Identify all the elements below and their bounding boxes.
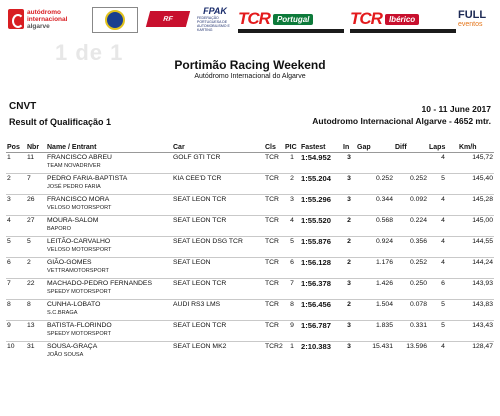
cell-nbr: 22 [26,279,46,300]
page-watermark: 1 de 1 [55,40,124,65]
col-in: In [342,142,356,153]
cell-pos: 4 [6,216,26,237]
cell-name-entrant [46,153,172,174]
cell-diff: 0.224 [394,216,428,237]
cell-pic: 5 [284,237,300,258]
cell-pos: 2 [6,174,26,195]
cell-pic: 1 [284,342,300,363]
results-table [6,142,494,363]
table-row [6,216,494,237]
cell-cls: TCR [264,258,284,279]
cell-fastest: 1:54.952 [300,153,342,174]
cell-fastest: 1:56.787 [300,321,342,342]
cell-kmh: 145,40 [458,174,494,195]
cell-cls: TCR [264,300,284,321]
cell-in: 3 [342,321,356,342]
table-row [6,279,494,300]
cell-diff: 0.252 [394,174,428,195]
cell-kmh: 143,83 [458,300,494,321]
cell-nbr: 27 [26,216,46,237]
cell-pic: 1 [284,153,300,174]
racing-festival-logo: RF [143,4,193,34]
cell-laps: 4 [428,258,458,279]
cell-car: SEAT LEON TCR [172,279,264,300]
event-date: 10 - 11 June 2017 [421,104,491,114]
table-row [6,258,494,279]
cell-cls: TCR [264,153,284,174]
cell-car: KIA CEE'D TCR [172,174,264,195]
cell-in: 3 [342,195,356,216]
entrant-name: S.C.BRAGA [47,310,78,316]
cell-gap: 0.924 [356,237,394,258]
driver-name: PEDRO FARIA-BAPTISTA [47,175,128,182]
cell-laps: 4 [428,216,458,237]
table-row [6,195,494,216]
driver-name: MOURA-SALOM [47,217,99,224]
cell-nbr: 5 [26,237,46,258]
fpak-emblem-icon [105,10,125,30]
entrant-name: JOSÉ PEDRO FARIA [47,184,101,190]
cell-laps: 5 [428,174,458,195]
cell-kmh: 143,93 [458,279,494,300]
cell-laps: 4 [428,237,458,258]
table-row [6,237,494,258]
entrant-name: SPEEDY MOTORSPORT [47,289,112,295]
cell-nbr: 31 [26,342,46,363]
cell-diff: 0.092 [394,195,428,216]
cell-nbr: 8 [26,300,46,321]
entrant-name: BAPORO [47,226,71,232]
cell-pos: 9 [6,321,26,342]
cell-name-entrant [46,195,172,216]
cell-name-entrant [46,321,172,342]
cell-diff [394,153,428,174]
cell-pic: 4 [284,216,300,237]
driver-name: SOUSA-GRAÇA [47,343,98,350]
cell-fastest: 1:55.520 [300,216,342,237]
driver-name: MACHADO-PEDRO FERNANDES [47,280,152,287]
cell-cls: TCR [264,237,284,258]
championship-name: CNVT [9,101,37,112]
cell-nbr: 13 [26,321,46,342]
cell-diff: 0.078 [394,300,428,321]
cell-name-entrant [46,174,172,195]
cell-name-entrant [46,279,172,300]
cell-pic: 6 [284,258,300,279]
cell-fastest: 1:55.296 [300,195,342,216]
cell-nbr: 2 [26,258,46,279]
cell-pic: 3 [284,195,300,216]
event-subtitle: Autódromo Internacional do Algarve [194,73,306,80]
cell-in: 2 [342,216,356,237]
cell-pic: 9 [284,321,300,342]
driver-name: GIÃO-GOMES [47,259,92,266]
cell-laps: 4 [428,195,458,216]
driver-name: BATISTA-FLORINDO [47,322,112,329]
cell-fastest: 2:10.383 [300,342,342,363]
entrant-name: JOÃO SOUSA [47,352,84,358]
cell-car: SEAT LEON TCR [172,216,264,237]
table-row [6,153,494,174]
cell-pos: 1 [6,153,26,174]
cell-kmh: 145,28 [458,195,494,216]
driver-name: CUNHA-LOBATO [47,301,101,308]
cell-cls: TCR [264,216,284,237]
cell-car: SEAT LEON TCR [172,321,264,342]
entrant-name: TEAM NOVADRIVER [47,163,101,169]
cell-in: 3 [342,153,356,174]
autodromo-logo-icon [8,9,24,29]
cell-car: GOLF GTI TCR [172,153,264,174]
cell-pic: 8 [284,300,300,321]
cell-pos: 7 [6,279,26,300]
table-row [6,174,494,195]
cell-kmh: 128,47 [458,342,494,363]
cell-diff: 0.356 [394,237,428,258]
cell-in: 2 [342,258,356,279]
cell-cls: TCR [264,279,284,300]
tcr-iberico-logo: TCR Ibérico [350,8,456,30]
cell-kmh: 145,72 [458,153,494,174]
cell-pic: 7 [284,279,300,300]
cell-diff: 0.331 [394,321,428,342]
cell-in: 2 [342,237,356,258]
fpak-emblem-logo [92,7,138,33]
cell-gap: 1.426 [356,279,394,300]
cell-diff: 13.596 [394,342,428,363]
results-body [6,153,494,363]
cell-in: 3 [342,342,356,363]
entrant-name: VELOSO MOTORSPORT [47,247,112,253]
cell-pos: 6 [6,258,26,279]
cell-diff: 0.250 [394,279,428,300]
cell-pos: 5 [6,237,26,258]
tcr-portugal-logo: TCR Portugal [238,8,344,30]
cell-car: SEAT LEON [172,258,264,279]
cell-pos: 8 [6,300,26,321]
cell-nbr: 7 [26,174,46,195]
cell-car: SEAT LEON MK2 [172,342,264,363]
cell-gap: 1.176 [356,258,394,279]
cell-name-entrant [46,342,172,363]
event-title: Portimão Racing Weekend [174,58,326,72]
driver-name: FRANCISCO ABREU [47,154,112,161]
col-car: Car [172,142,264,153]
cell-gap: 0.252 [356,174,394,195]
cell-nbr: 26 [26,195,46,216]
cell-car: SEAT LEON DSG TCR [172,237,264,258]
table-header [6,142,494,153]
cell-laps: 6 [428,279,458,300]
cell-gap: 0.568 [356,216,394,237]
cell-nbr: 11 [26,153,46,174]
autodromo-logo: autódromo internacional algarve [8,4,88,34]
driver-name: FRANCISCO MORA [47,196,110,203]
cell-laps: 5 [428,300,458,321]
col-laps: Laps [428,142,458,153]
cell-in: 3 [342,279,356,300]
cell-pos: 3 [6,195,26,216]
cell-name-entrant [46,216,172,237]
cell-name-entrant [46,300,172,321]
cell-cls: TCR2 [264,342,284,363]
cell-kmh: 145,00 [458,216,494,237]
cell-diff: 0.252 [394,258,428,279]
cell-laps: 4 [428,342,458,363]
col-pos: Pos [6,142,26,153]
cell-name-entrant [46,237,172,258]
cell-car: AUDI RS3 LMS [172,300,264,321]
cell-name-entrant [46,258,172,279]
session-title: Result of Qualificação 1 [9,117,112,127]
col-nbr: Nbr [26,142,46,153]
entrant-name: SPEEDY MOTORSPORT [47,331,112,337]
table-row [6,342,494,363]
cell-kmh: 144,24 [458,258,494,279]
driver-name: LEITÃO-CARVALHO [47,238,111,245]
cell-pos: 10 [6,342,26,363]
venue-info: Autodromo Internacional Algarve - 4652 mtr. [312,116,491,126]
table-row [6,321,494,342]
cell-gap: 1.835 [356,321,394,342]
cell-in: 3 [342,174,356,195]
cell-fastest: 1:56.456 [300,300,342,321]
cell-laps: 4 [428,153,458,174]
cell-cls: TCR [264,174,284,195]
col-diff: Diff [394,142,428,153]
cell-laps: 5 [428,321,458,342]
table-row [6,300,494,321]
col-gap: Gap [356,142,394,153]
cell-fastest: 1:56.128 [300,258,342,279]
sponsor-logos [6,4,496,36]
cell-pic: 2 [284,174,300,195]
cell-kmh: 143,43 [458,321,494,342]
cell-gap [356,153,394,174]
cell-fastest: 1:55.204 [300,174,342,195]
cell-fastest: 1:55.876 [300,237,342,258]
entrant-name: VELOSO MOTORSPORT [47,205,112,211]
col-kmh: Km/h [458,142,494,153]
cell-gap: 15.431 [356,342,394,363]
fpak-logo: FPAK FEDERAÇÃO PORTUGUESA DE AUTOMOBILISMO E KARTING [197,6,230,32]
cell-car: SEAT LEON TCR [172,195,264,216]
cell-fastest: 1:56.378 [300,279,342,300]
cell-gap: 0.344 [356,195,394,216]
entrant-name: VETTRAMOTORSPORT [47,268,109,274]
col-cls: Cls [264,142,284,153]
cell-gap: 1.504 [356,300,394,321]
cell-cls: TCR [264,321,284,342]
cell-cls: TCR [264,195,284,216]
col-fastest: Fastest [300,142,342,153]
col-pic: PIC [284,142,300,153]
cell-in: 2 [342,300,356,321]
col-name: Name / Entrant [46,142,172,153]
cell-kmh: 144,55 [458,237,494,258]
full-eventos-logo: FULL eventos [458,8,487,28]
